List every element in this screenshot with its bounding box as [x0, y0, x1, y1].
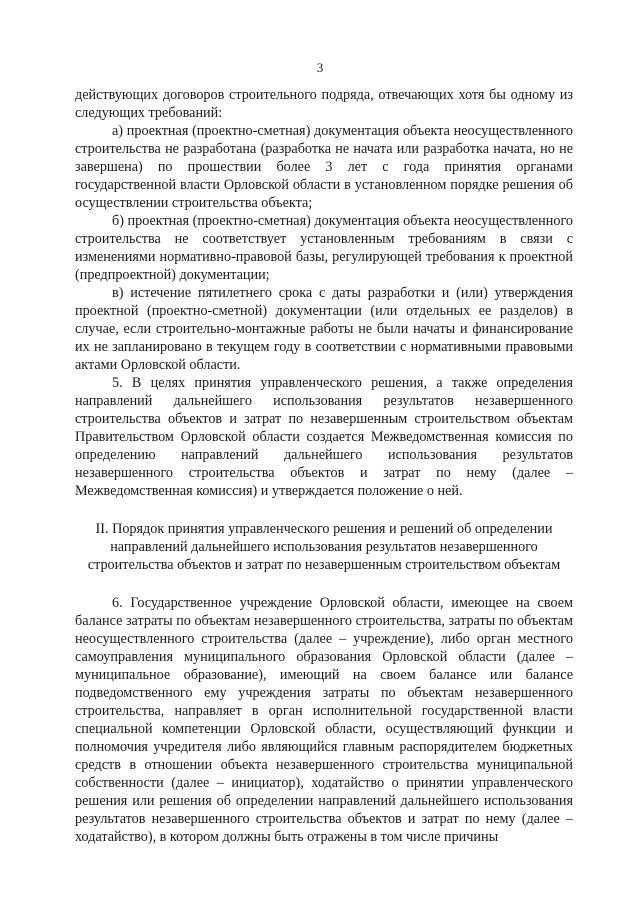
spacer — [75, 574, 573, 594]
paragraph-item-b: б) проектная (проектно-сметная) документация объекта неосуществленного строительства не соответствует установленным требованиям в связи с изменениями нормативно-правовой базы, регулирующей требования к проектной (предпроектной) документации; — [75, 213, 573, 283]
page-number: 3 — [316, 60, 324, 75]
document-body — [75, 86, 573, 846]
spacer — [75, 500, 573, 520]
paragraph-5: 5. В целях принятия управленческого решения, а также определения направлений дальнейшего использования результатов незавершенного строительства объектов и затрат по незавершенным строительством объектам Правительством Орловской области создается Межведомственная комиссия по определению направлений дальнейшего использования результатов незавершенного строительства объектов и затрат по нему (далее – Межведомственная комиссия) и утверждается положение о ней. — [75, 375, 573, 499]
paragraph-item-c: в) истечение пятилетнего срока с даты разработки и (или) утверждения проектной (проектно-сметной) документации (или отдельных ее разделов) в случае, если строительно-монтажные работы не были начаты и финансирование их не запланировано в текущем году в соответствии с нормативными правовыми актами Орловской области. — [75, 285, 573, 373]
section-heading: II. Порядок принятия управленческого решения и решений об определении направлений дальнейшего использования результатов незавершенного строительства объектов и затрат по незавершенным строительством объектам — [87, 521, 561, 573]
paragraph-6: 6. Государственное учреждение Орловской области, имеющее на своем балансе затраты по объектам незавершенного строительства, затраты по объектам неосуществленного строительства (далее – учреждение), либо орган местного самоуправления муниципального образования Орловской области (далее – муниципальное образование), имеющий на своем балансе или балансе подведомственного ему учреждения затраты по объектам незавершенного строительства, направляет в орган исполнительной государственной власти специальной компетенции Орловской области, осуществляющий функции и полномочия учредителя либо являющийся главным распорядителем бюджетных средств в отношении объекта незавершенного строительства муниципальной собственности (далее – инициатор), ходатайство о принятии управленческого решения или решения об определении направлений дальнейшего использования результатов незавершенного строительства объектов и затрат по нему (далее – ходатайство), в котором должны быть отражены в том числе причины — [75, 595, 573, 845]
paragraph-item-a: а) проектная (проектно-сметная) документация объекта неосуществленного строительства не разработана (разработка не начата или разработка начата, но не завершена) по прошествии более 3 лет с года принятия органами государственной власти Орловской области в установленном порядке решения об осуществлении строительства объекта; — [75, 123, 573, 211]
paragraph-intro: действующих договоров строительного подряда, отвечающих хотя бы одному из следующих требований: — [75, 87, 573, 121]
